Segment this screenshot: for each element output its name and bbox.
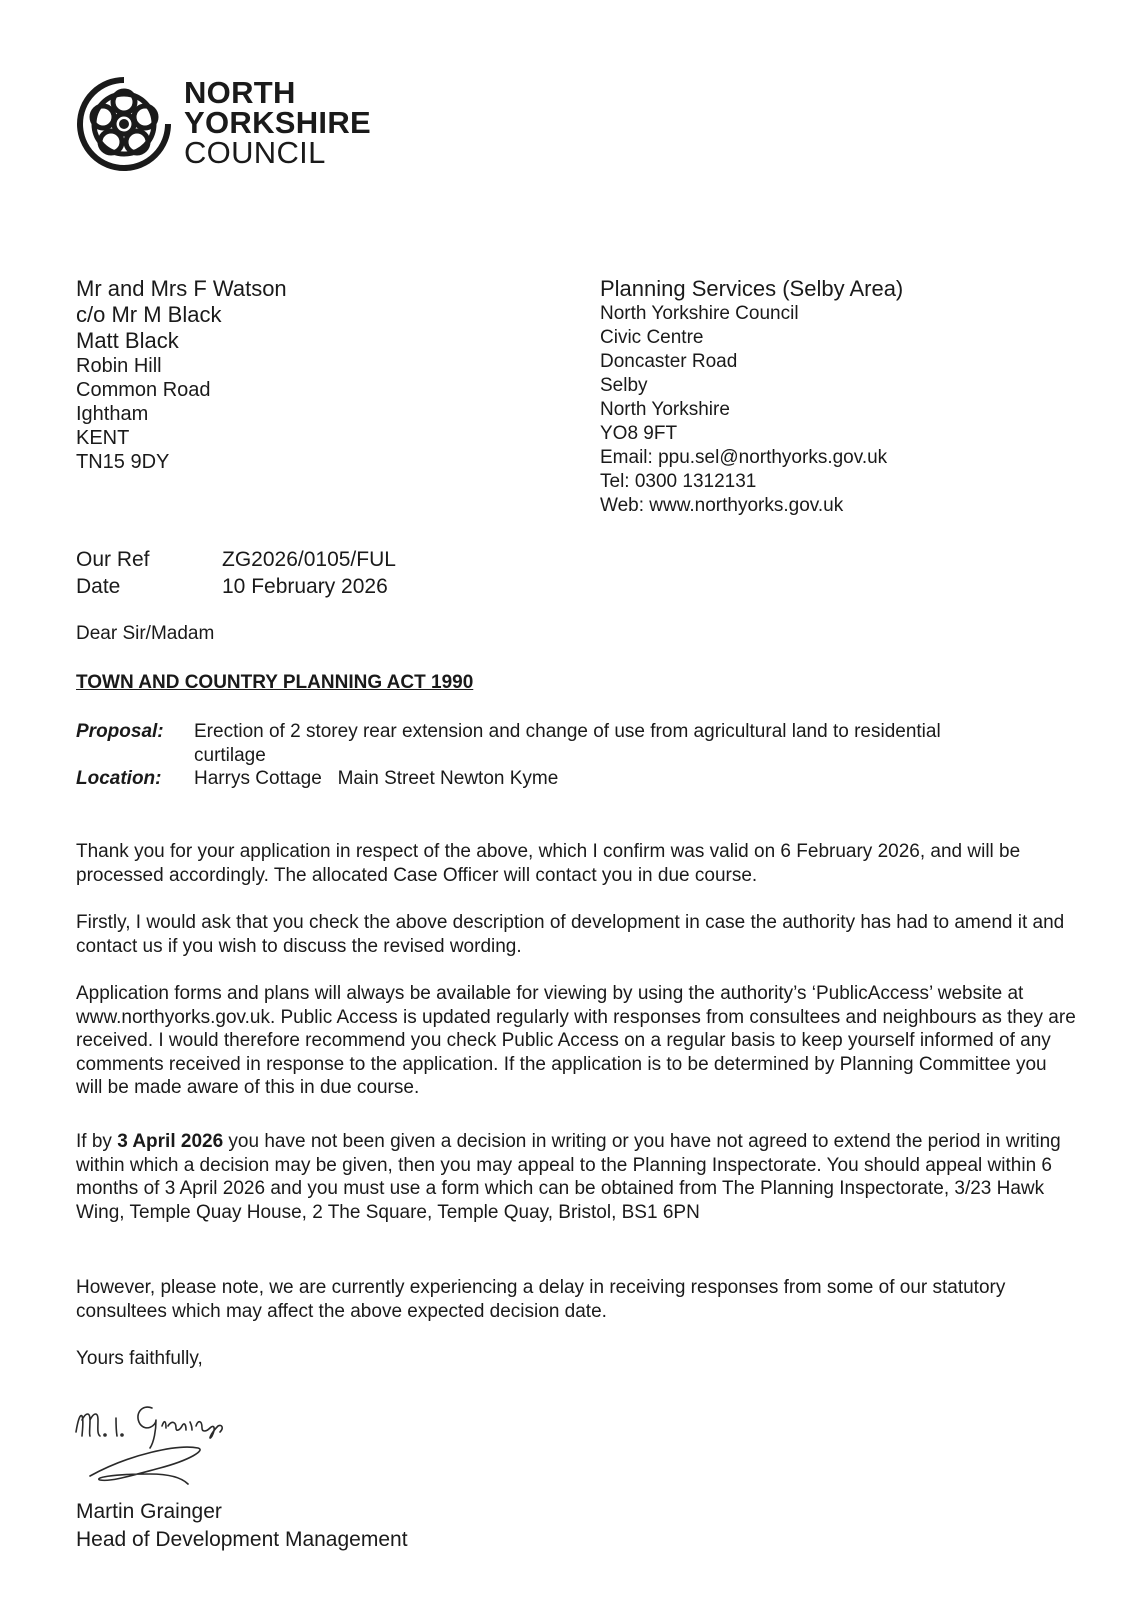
recipient-line: Common Road <box>76 379 211 401</box>
sender-line: Civic Centre <box>600 327 704 348</box>
handwritten-signature <box>70 1390 250 1490</box>
proposal-value: Erection of 2 storey rear extension and change of use from agricultural land to residential curtilage <box>194 721 941 766</box>
sender-department: Planning Services (Selby Area) <box>600 276 904 301</box>
yorkshire-rose-icon <box>74 72 174 176</box>
decision-date: 3 April 2026 <box>117 1131 224 1152</box>
paragraph-description-check: Firstly, I would ask that you check the above description of development in case the authority has had to amend it and contact us if you wish to discuss the revised wording. <box>76 912 1065 957</box>
location-value: Harrys Cottage Main Street Newton Kyme <box>194 768 559 789</box>
signer-name: Martin Grainger <box>76 1500 222 1523</box>
date-value: 10 February 2026 <box>222 575 388 598</box>
appeal-prefix: If by <box>76 1131 118 1152</box>
appeal-text: you have not been given a decision in writing or you have not agreed to extend the period in writing within which a decision may be given, then you may appeal to the Planning Inspectorate. You should appeal within 6 months of 3 April 2026 and you must use a form which can be obtained from The Planning Inspectorate, 3/23 Hawk Wing, Temple Quay House, 2 The Square, Temple Quay, Bristol, BS1 6PN <box>76 1131 1061 1223</box>
recipient-line: Robin Hill <box>76 355 162 377</box>
sender-line: North Yorkshire Council <box>600 303 799 324</box>
salutation: Dear Sir/Madam <box>76 623 215 644</box>
sender-line: North Yorkshire <box>600 399 730 420</box>
sender-tel: Tel: 0300 1312131 <box>600 471 757 492</box>
paragraph-validation: Thank you for your application in respect of the above, which I confirm was valid on 6 February 2026, and will be processed accordingly. The allocated Case Officer will contact you in due course. <box>76 841 1021 886</box>
recipient-line: c/o Mr M Black <box>76 302 222 327</box>
logo-line-north: NORTH <box>184 75 296 110</box>
closing: Yours faithfully, <box>76 1348 203 1369</box>
sender-line: Selby <box>600 375 648 396</box>
paragraph-appeal <box>76 1130 1076 1224</box>
paragraph-public-access: Application forms and plans will always be available for viewing by using the authority’s ‘PublicAccess’ website at www.northyorks.gov.uk. Public Access is updated regularly with responses from consultees and neighbours as they are received. I would therefore recommend you check Public Access on a regular basis to keep yourself informed of any comments received in response to the application. If the application is to be determined by Planning Committee you will be made aware of this in due course. <box>76 983 1076 1098</box>
recipient-line: TN15 9DY <box>76 451 170 473</box>
location-label: Location: <box>76 768 162 789</box>
sender-address <box>600 276 903 518</box>
recipient-address <box>76 276 287 474</box>
logo-line-council: COUNCIL <box>184 135 326 170</box>
signer-title: Head of Development Management <box>76 1528 408 1551</box>
council-name <box>184 75 372 170</box>
date-label: Date <box>76 575 121 598</box>
sender-email: Email: ppu.sel@northyorks.gov.uk <box>600 447 888 468</box>
recipient-line: KENT <box>76 427 130 449</box>
logo-line-yorkshire: YORKSHIRE <box>184 105 372 140</box>
ref-label: Our Ref <box>76 548 150 571</box>
recipient-line: Matt Black <box>76 328 179 353</box>
signer-block <box>76 1498 408 1554</box>
recipient-line: Mr and Mrs F Watson <box>76 276 287 301</box>
sender-line: Doncaster Road <box>600 351 738 372</box>
council-logo <box>74 72 394 176</box>
proposal-label: Proposal: <box>76 721 164 742</box>
reference-block <box>76 546 396 600</box>
recipient-line: Ightham <box>76 403 149 425</box>
paragraph-delay-note: However, please note, we are currently experiencing a delay in receiving responses from some of our statutory consultees which may affect the above expected decision date. <box>76 1277 1006 1322</box>
ref-value: ZG2026/0105/FUL <box>222 548 396 571</box>
proposal-block <box>76 720 1076 791</box>
sender-line: YO8 9FT <box>600 423 678 444</box>
act-title: TOWN AND COUNTRY PLANNING ACT 1990 <box>76 672 474 693</box>
sender-web: Web: www.northyorks.gov.uk <box>600 495 844 516</box>
